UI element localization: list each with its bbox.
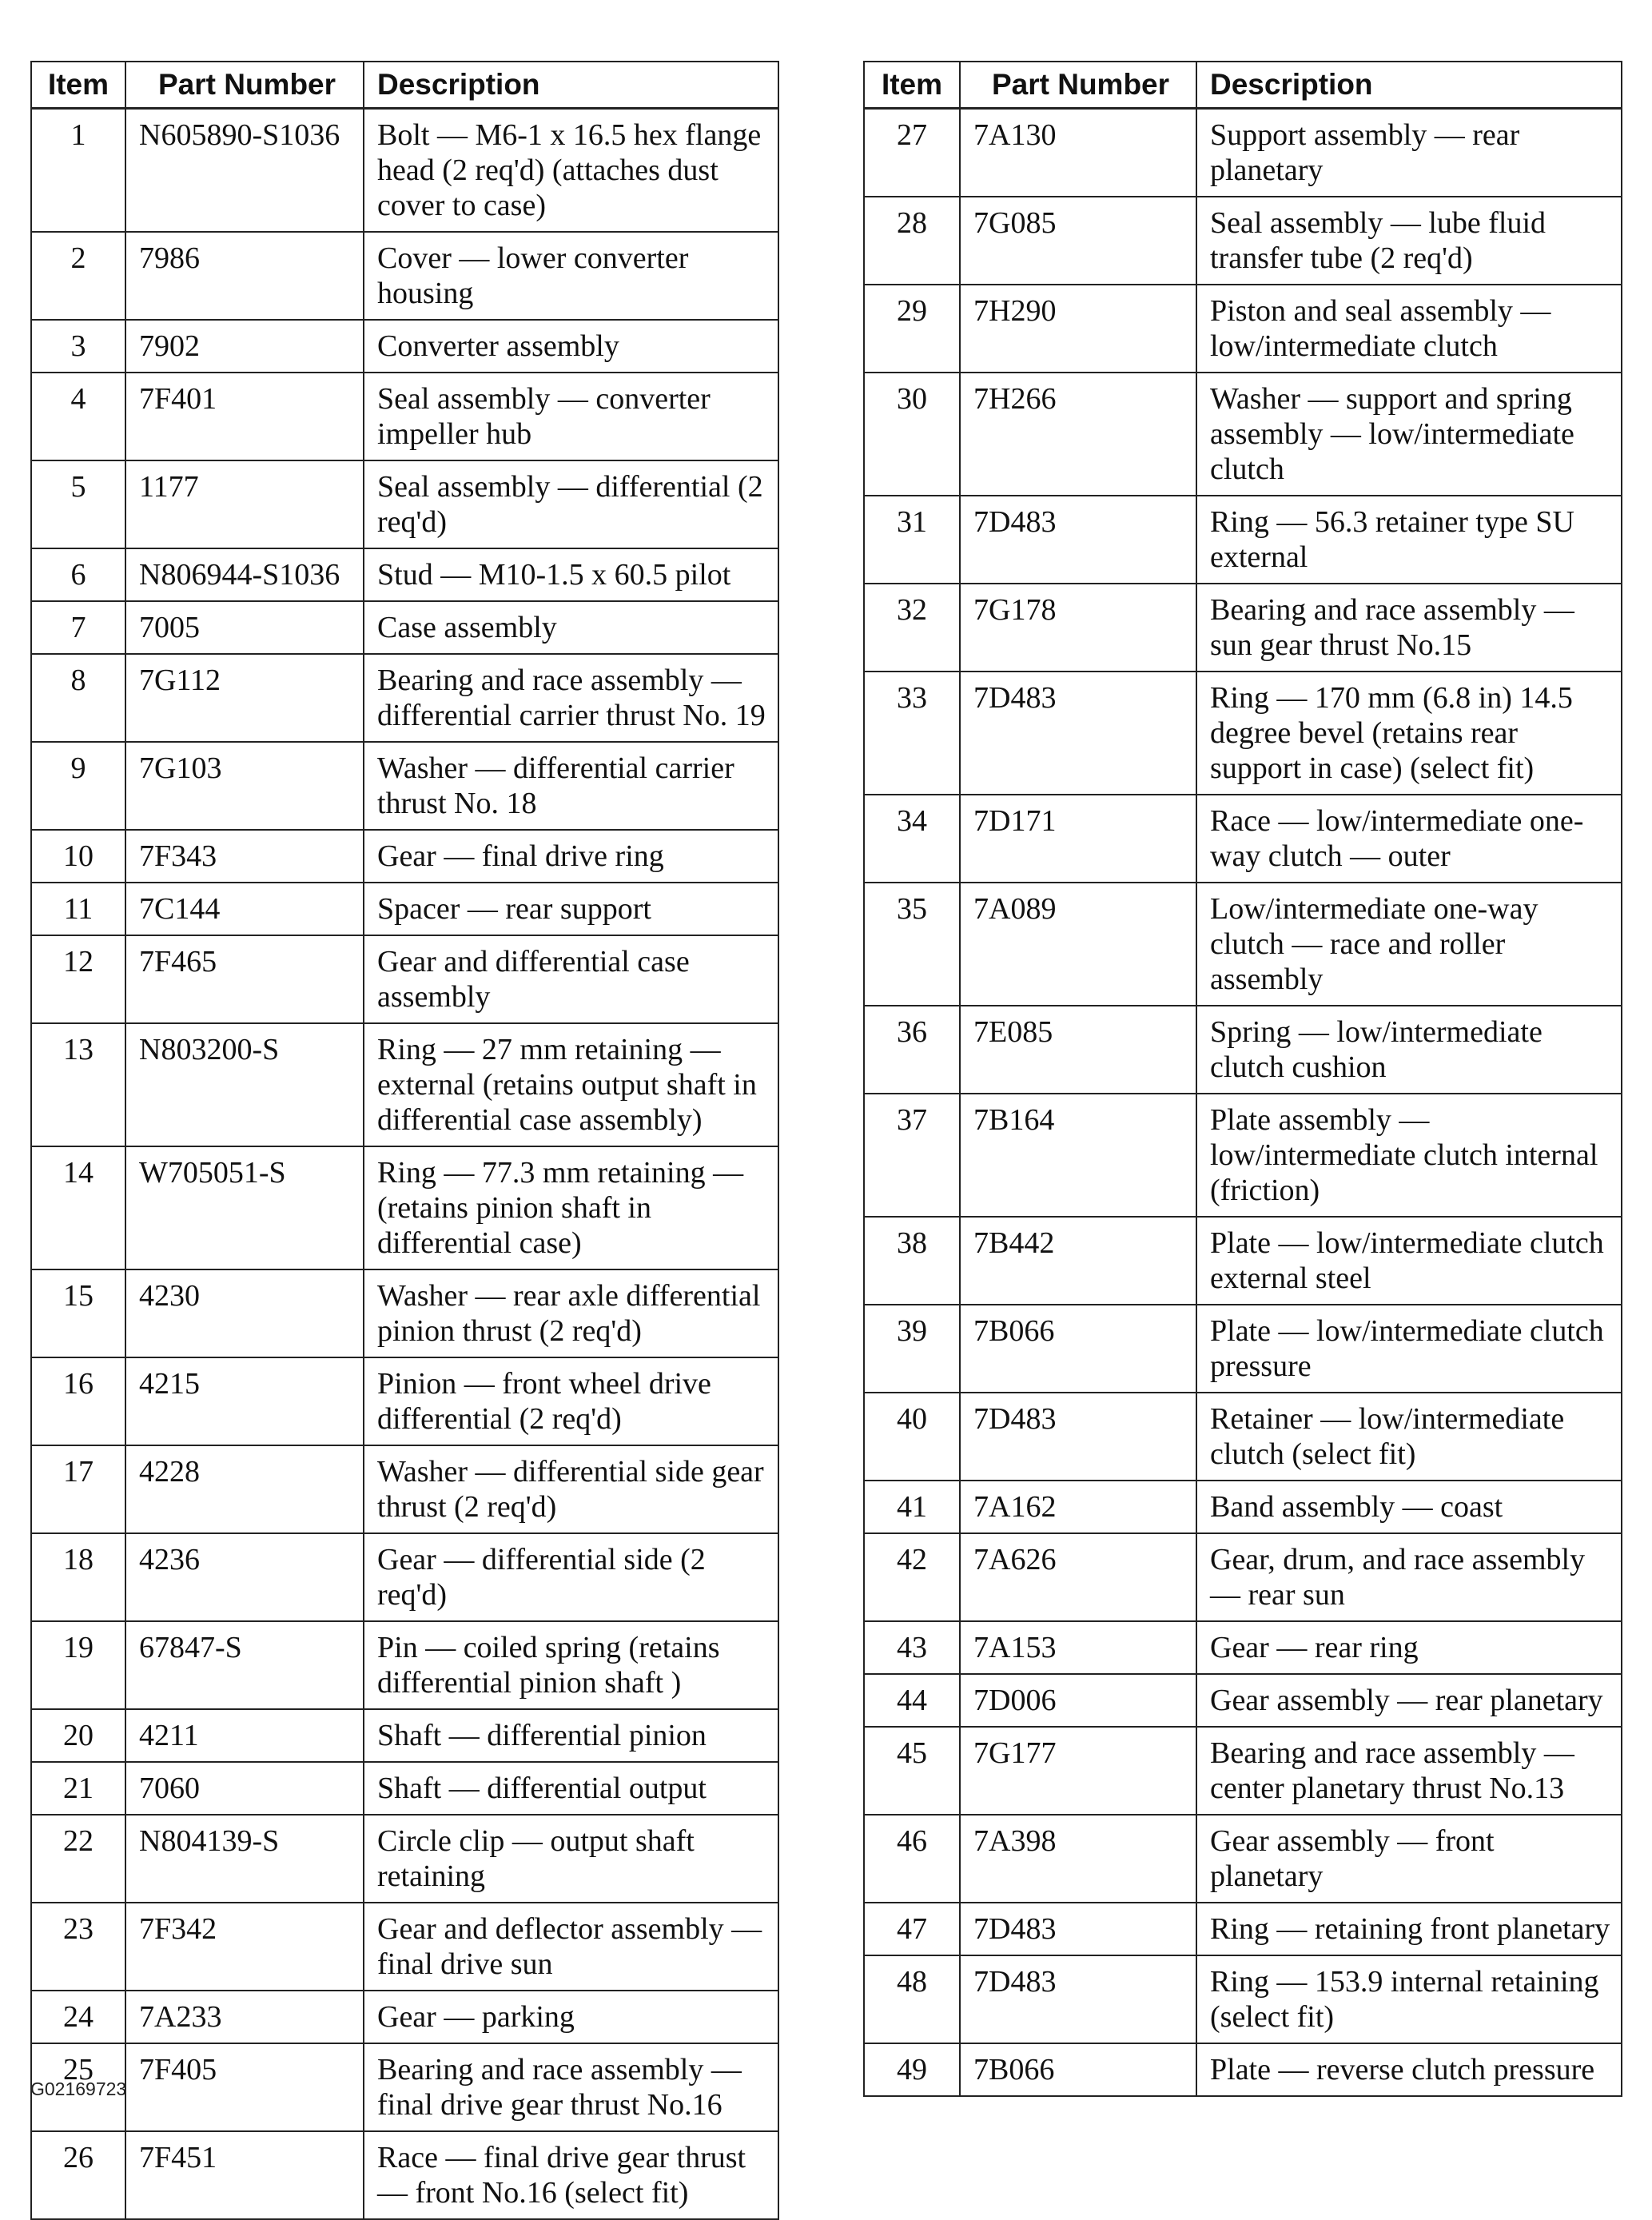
part-number-cell: 4215 [125,1357,364,1445]
item-number-cell: 7 [31,601,125,654]
description-cell: Stud — M10-1.5 x 60.5 pilot [364,548,778,601]
item-number-cell: 29 [864,285,960,373]
item-number-cell: 48 [864,1955,960,2043]
description-cell: Piston and seal assembly — low/intermediate clutch [1196,285,1622,373]
table-row [31,1445,778,1533]
part-number-cell: 7D483 [960,1393,1196,1481]
part-number-cell: 7D483 [960,672,1196,795]
part-number-cell: 7A162 [960,1481,1196,1533]
item-number-cell: 11 [31,883,125,935]
parts-table-left-body [31,109,778,2220]
table-row [864,1674,1622,1727]
item-number-cell: 20 [31,1709,125,1762]
column-header-item: Item [31,62,125,109]
description-cell: Race — low/intermediate one-way clutch — outer [1196,795,1622,883]
part-number-cell: 7G177 [960,1727,1196,1815]
table-row [31,742,778,830]
part-number-cell: 7F401 [125,373,364,460]
part-number-cell: 7G103 [125,742,364,830]
item-number-cell: 49 [864,2043,960,2096]
parts-table-right-body [864,109,1622,2097]
table-row [864,1903,1622,1955]
description-cell: Ring — 77.3 mm retaining — (retains pinion shaft in differential case) [364,1146,778,1269]
item-number-cell: 46 [864,1815,960,1903]
item-number-cell: 15 [31,1269,125,1357]
part-number-cell: 7F465 [125,935,364,1023]
part-number-cell: 7H290 [960,285,1196,373]
item-number-cell: 10 [31,830,125,883]
table-row [31,1621,778,1709]
table-row [864,285,1622,373]
table-row [31,2043,778,2131]
part-number-cell: 7D483 [960,1955,1196,2043]
part-number-cell: N803200-S [125,1023,364,1146]
description-cell: Gear assembly — rear planetary [1196,1674,1622,1727]
part-number-cell: N806944-S1036 [125,548,364,601]
description-cell: Gear — parking [364,1991,778,2043]
description-cell: Plate — low/intermediate clutch external steel [1196,1217,1622,1305]
table-row [864,1533,1622,1621]
part-number-cell: 7A233 [125,1991,364,2043]
description-cell: Band assembly — coast [1196,1481,1622,1533]
item-number-cell: 21 [31,1762,125,1815]
table-row [864,1621,1622,1674]
table-row [31,1146,778,1269]
description-cell: Bearing and race assembly — final drive gear thrust No.16 [364,2043,778,2131]
column-header-part-number: Part Number [125,62,364,109]
part-number-cell: 7E085 [960,1006,1196,1094]
table-row [864,373,1622,496]
item-number-cell: 30 [864,373,960,496]
part-number-cell: 4228 [125,1445,364,1533]
description-cell: Gear — rear ring [1196,1621,1622,1674]
item-number-cell: 17 [31,1445,125,1533]
item-number-cell: 40 [864,1393,960,1481]
part-number-cell: 7F451 [125,2131,364,2219]
table-row [31,548,778,601]
item-number-cell: 8 [31,654,125,742]
item-number-cell: 3 [31,320,125,373]
table-row [31,1815,778,1903]
description-cell: Ring — 153.9 internal retaining (select fit) [1196,1955,1622,2043]
table-row [864,2043,1622,2096]
description-cell: Gear — differential side (2 req'd) [364,1533,778,1621]
description-cell: Washer — differential side gear thrust (2 req'd) [364,1445,778,1533]
part-number-cell: 7D006 [960,1674,1196,1727]
column-header-description: Description [1196,62,1622,109]
description-cell: Cover — lower converter housing [364,232,778,320]
table-header-row [864,62,1622,109]
item-number-cell: 42 [864,1533,960,1621]
table-row [864,1955,1622,2043]
description-cell: Washer — rear axle differential pinion thrust (2 req'd) [364,1269,778,1357]
table-row [864,1393,1622,1481]
description-cell: Bearing and race assembly — sun gear thrust No.15 [1196,584,1622,672]
part-number-cell: 7A626 [960,1533,1196,1621]
part-number-cell: 67847-S [125,1621,364,1709]
description-cell: Gear, drum, and race assembly — rear sun [1196,1533,1622,1621]
part-number-cell: 7C144 [125,883,364,935]
description-cell: Ring — 170 mm (6.8 in) 14.5 degree bevel (retains rear support in case) (select fit) [1196,672,1622,795]
part-number-cell: 7A153 [960,1621,1196,1674]
description-cell: Converter assembly [364,320,778,373]
item-number-cell: 31 [864,496,960,584]
item-number-cell: 6 [31,548,125,601]
parts-table-right [863,61,1622,2097]
item-number-cell: 14 [31,1146,125,1269]
description-cell: Support assembly — rear planetary [1196,109,1622,197]
part-number-cell: 7D171 [960,795,1196,883]
part-number-cell: 1177 [125,460,364,548]
table-row [31,1709,778,1762]
description-cell: Plate assembly — low/intermediate clutch internal (friction) [1196,1094,1622,1217]
item-number-cell: 26 [31,2131,125,2219]
part-number-cell: 7986 [125,232,364,320]
part-number-cell: W705051-S [125,1146,364,1269]
part-number-cell: 7F405 [125,2043,364,2131]
part-number-cell: 7G085 [960,197,1196,285]
part-number-cell: 7060 [125,1762,364,1815]
part-number-cell: 7F343 [125,830,364,883]
item-number-cell: 19 [31,1621,125,1709]
item-number-cell: 32 [864,584,960,672]
table-row [864,496,1622,584]
table-row [31,1269,778,1357]
item-number-cell: 39 [864,1305,960,1393]
description-cell: Gear — final drive ring [364,830,778,883]
table-row [31,373,778,460]
part-number-cell: N804139-S [125,1815,364,1903]
description-cell: Bearing and race assembly — center planetary thrust No.13 [1196,1727,1622,1815]
table-row [31,935,778,1023]
part-number-cell: 7D483 [960,1903,1196,1955]
table-row [864,883,1622,1006]
item-number-cell: 16 [31,1357,125,1445]
description-cell: Gear and differential case assembly [364,935,778,1023]
part-number-cell: 7B164 [960,1094,1196,1217]
part-number-cell: 7H266 [960,373,1196,496]
item-number-cell: 34 [864,795,960,883]
description-cell: Ring — 27 mm retaining — external (retains output shaft in differential case assembly) [364,1023,778,1146]
part-number-cell: 7G112 [125,654,364,742]
item-number-cell: 1 [31,109,125,233]
part-number-cell: N605890-S1036 [125,109,364,233]
table-row [31,883,778,935]
description-cell: Gear assembly — front planetary [1196,1815,1622,1903]
description-cell: Pinion — front wheel drive differential (2 req'd) [364,1357,778,1445]
part-number-cell: 7A398 [960,1815,1196,1903]
part-number-cell: 7A089 [960,883,1196,1006]
table-row [864,1727,1622,1815]
part-number-cell: 4236 [125,1533,364,1621]
description-cell: Pin — coiled spring (retains differential pinion shaft ) [364,1621,778,1709]
item-number-cell: 13 [31,1023,125,1146]
part-number-cell: 7005 [125,601,364,654]
item-number-cell: 23 [31,1903,125,1991]
description-cell: Plate — reverse clutch pressure [1196,2043,1622,2096]
item-number-cell: 45 [864,1727,960,1815]
part-number-cell: 7B066 [960,1305,1196,1393]
part-number-cell: 7B066 [960,2043,1196,2096]
item-number-cell: 5 [31,460,125,548]
description-cell: Bolt — M6-1 x 16.5 hex flange head (2 req'd) (attaches dust cover to case) [364,109,778,233]
description-cell: Shaft — differential pinion [364,1709,778,1762]
item-number-cell: 22 [31,1815,125,1903]
description-cell: Circle clip — output shaft retaining [364,1815,778,1903]
table-header-row [31,62,778,109]
table-row [864,672,1622,795]
table-row [864,584,1622,672]
description-cell: Bearing and race assembly — differential carrier thrust No. 19 [364,654,778,742]
description-cell: Low/intermediate one-way clutch — race and roller assembly [1196,883,1622,1006]
part-number-cell: 7902 [125,320,364,373]
table-row [864,109,1622,197]
table-row [31,2131,778,2219]
table-row [864,1815,1622,1903]
description-cell: Ring — 56.3 retainer type SU external [1196,496,1622,584]
table-row [864,1217,1622,1305]
description-cell: Seal assembly — lube fluid transfer tube (2 req'd) [1196,197,1622,285]
table-row [31,601,778,654]
description-cell: Seal assembly — differential (2 req'd) [364,460,778,548]
description-cell: Seal assembly — converter impeller hub [364,373,778,460]
item-number-cell: 35 [864,883,960,1006]
description-cell: Ring — retaining front planetary [1196,1903,1622,1955]
item-number-cell: 25 [31,2043,125,2131]
item-number-cell: 38 [864,1217,960,1305]
table-row [31,1903,778,1991]
parts-table-left [30,61,779,2220]
figure-id: G02169723 [30,2079,127,2099]
description-cell: Case assembly [364,601,778,654]
item-number-cell: 37 [864,1094,960,1217]
description-cell: Gear and deflector assembly — final drive sun [364,1903,778,1991]
part-number-cell: 7D483 [960,496,1196,584]
description-cell: Washer — support and spring assembly — low/intermediate clutch [1196,373,1622,496]
table-row [31,1991,778,2043]
description-cell: Retainer — low/intermediate clutch (select fit) [1196,1393,1622,1481]
table-row [864,1094,1622,1217]
description-cell: Race — final drive gear thrust — front No.16 (select fit) [364,2131,778,2219]
item-number-cell: 4 [31,373,125,460]
table-row [31,1762,778,1815]
part-number-cell: 7F342 [125,1903,364,1991]
table-row [31,1533,778,1621]
description-cell: Spring — low/intermediate clutch cushion [1196,1006,1622,1094]
item-number-cell: 47 [864,1903,960,1955]
table-row [864,1006,1622,1094]
item-number-cell: 33 [864,672,960,795]
table-row [31,830,778,883]
table-row [31,232,778,320]
item-number-cell: 28 [864,197,960,285]
description-cell: Shaft — differential output [364,1762,778,1815]
description-cell: Washer — differential carrier thrust No. 18 [364,742,778,830]
table-row [31,320,778,373]
part-number-cell: 7B442 [960,1217,1196,1305]
part-number-cell: 7A130 [960,109,1196,197]
item-number-cell: 24 [31,1991,125,2043]
table-row [864,795,1622,883]
item-number-cell: 12 [31,935,125,1023]
part-number-cell: 4230 [125,1269,364,1357]
column-header-description: Description [364,62,778,109]
item-number-cell: 9 [31,742,125,830]
item-number-cell: 44 [864,1674,960,1727]
table-row [864,1305,1622,1393]
table-row [864,1481,1622,1533]
part-number-cell: 7G178 [960,584,1196,672]
table-row [31,109,778,233]
item-number-cell: 36 [864,1006,960,1094]
item-number-cell: 41 [864,1481,960,1533]
item-number-cell: 18 [31,1533,125,1621]
table-row [31,1023,778,1146]
part-number-cell: 4211 [125,1709,364,1762]
description-cell: Plate — low/intermediate clutch pressure [1196,1305,1622,1393]
table-row [31,654,778,742]
description-cell: Spacer — rear support [364,883,778,935]
table-row [31,1357,778,1445]
item-number-cell: 43 [864,1621,960,1674]
item-number-cell: 2 [31,232,125,320]
table-row [864,197,1622,285]
column-header-item: Item [864,62,960,109]
table-row [31,460,778,548]
item-number-cell: 27 [864,109,960,197]
column-header-part-number: Part Number [960,62,1196,109]
